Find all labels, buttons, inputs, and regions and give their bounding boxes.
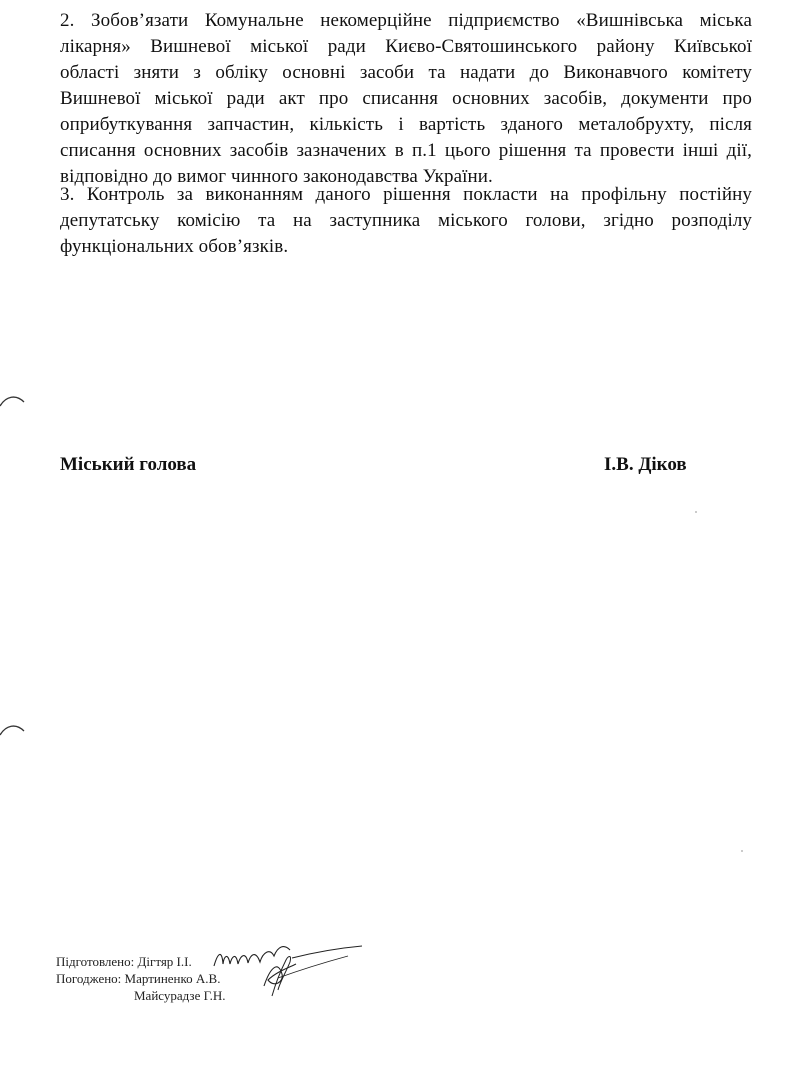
- footer-approvals: [56, 953, 226, 1004]
- paragraph-3-line: функціональних обов’язків.: [60, 236, 289, 257]
- agreed-by-second: Майсурадзе Г.Н.: [134, 988, 226, 1003]
- paragraph-2-line: Вишневої міської ради акт про списання основних засобів, документи про: [60, 88, 752, 109]
- scan-speck: [741, 850, 743, 852]
- paragraph-3-line: 3. Контроль за виконанням даного рішення покласти на профільну постійну: [60, 184, 752, 205]
- handwritten-signature: [208, 938, 368, 1000]
- paragraph-2-line: лікарня» Вишневої міської ради Києво-Святошинського району Київської: [60, 36, 752, 57]
- paragraph-2-line: області зняти з обліку основні засоби та надати до Виконавчого комітету: [60, 62, 752, 83]
- punch-hole-mark: [0, 392, 26, 414]
- paragraph-2-line: 2. Зобов’язати Комунальне некомерційне підприємство «Вишнівська міська: [60, 10, 752, 31]
- paragraph-3-line: депутатську комісію та на заступника міського голови, згідно розподілу: [60, 210, 752, 231]
- paragraph-2-line: відповідно до вимог чинного законодавства України.: [60, 166, 493, 187]
- paragraph-3: [60, 182, 752, 260]
- prepared-by: Підготовлено: Дігтяр І.І.: [56, 954, 192, 969]
- paragraph-2-line: оприбуткування запчастин, кількість і вартість зданого металобрухту, після: [60, 114, 752, 135]
- agreed-by: Погоджено: Мартиненко А.В.: [56, 971, 221, 986]
- paragraph-2: [60, 8, 752, 190]
- punch-hole-mark: [0, 721, 26, 743]
- scan-speck: [695, 511, 697, 513]
- signature-title: Міський голова: [60, 454, 197, 475]
- paragraph-2-line: списання основних засобів зазначених в п.1 цього рішення та провести інші дії,: [60, 140, 752, 161]
- signature-name: І.В. Діков: [604, 454, 687, 475]
